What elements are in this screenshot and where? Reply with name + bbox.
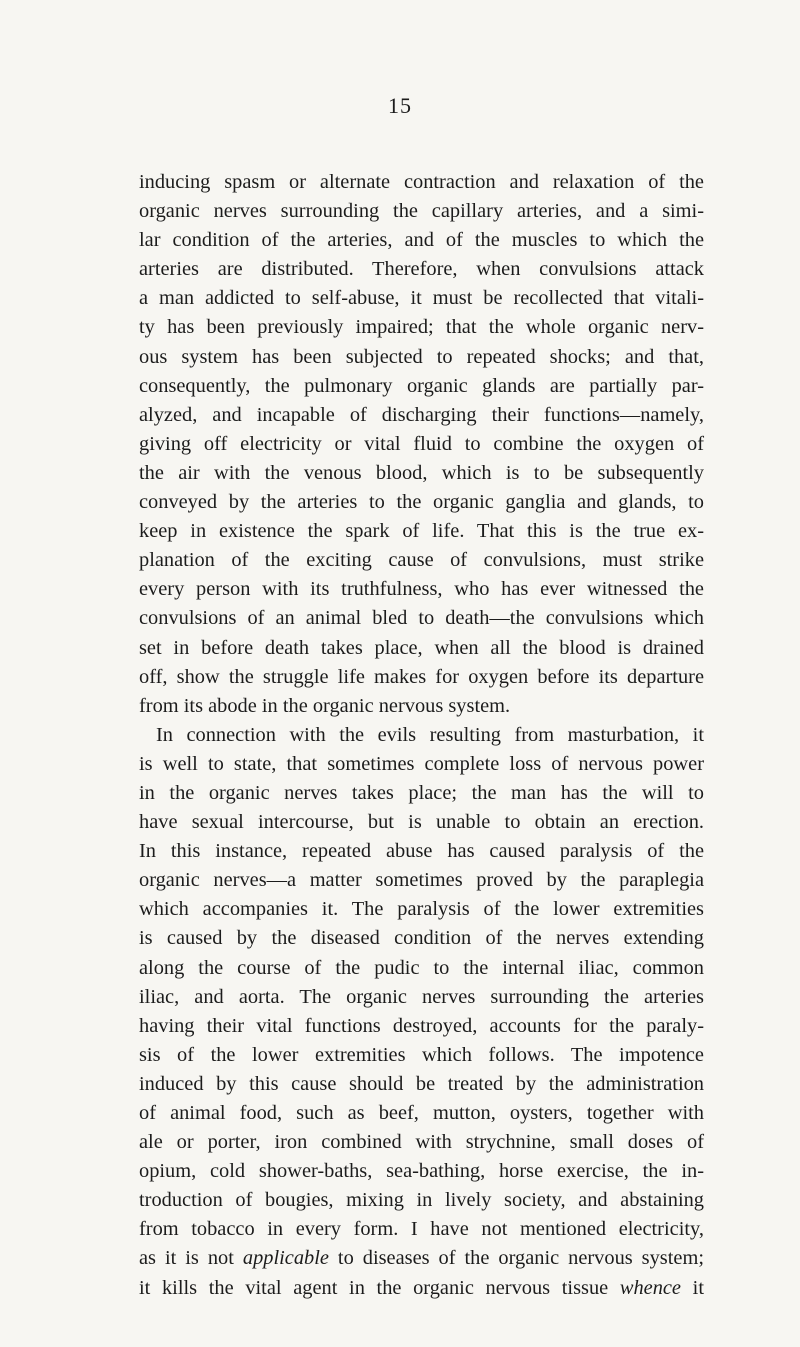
text-line: the air with the venous blood, which is to be subsequently xyxy=(139,461,704,484)
text-line xyxy=(139,1274,704,1303)
text-line: inducing spasm or alternate contraction and relaxation of the xyxy=(139,171,704,193)
italic-word: whence xyxy=(619,1276,681,1299)
text-line: organic nerves surrounding the capillary arteries, and a simi- xyxy=(139,200,704,223)
text-line: off, show the struggle life makes for oxygen before its departure xyxy=(139,665,704,688)
text-line: which accompanies it. The paralysis of the lower extremities xyxy=(139,898,704,921)
text-line: giving off electricity or vital fluid to combine the oxygen of xyxy=(139,432,704,455)
text-line: along the course of the pudic to the internal iliac, common xyxy=(139,956,704,979)
text-line: is caused by the diseased condition of the nerves extending xyxy=(139,927,704,950)
paragraph-start-line: In connection with the evils resulting from masturbation, it xyxy=(156,723,704,746)
text-line: in the organic nerves takes place; the man has the will to xyxy=(139,781,704,804)
text-line: planation of the exciting cause of convulsions, must strike xyxy=(139,549,704,572)
text-line: from its abode in the organic nervous system. xyxy=(139,694,511,717)
text-line: lar condition of the arteries, and of the muscles to which the xyxy=(139,229,704,252)
text-line: sis of the lower extremities which follows. The impotence xyxy=(139,1043,704,1066)
text-fragment: it kills the vital agent in the organic nervous tissue xyxy=(139,1276,620,1299)
italic-word: applicable xyxy=(242,1247,329,1270)
text-line: of animal food, such as beef, mutton, oysters, together with xyxy=(139,1102,704,1124)
text-line: have sexual intercourse, but is unable to obtain an erection. xyxy=(139,811,704,834)
text-line: ty has been previously impaired; that the whole organic nerv- xyxy=(139,316,704,339)
text-line: organic nerves—a matter sometimes proved by the paraplegia xyxy=(139,869,704,892)
body-text xyxy=(139,168,704,1303)
text-line: alyzed, and incapable of discharging their functions—namely, xyxy=(139,403,704,426)
text-line xyxy=(139,1244,704,1273)
text-line: conveyed by the arteries to the organic ganglia and glands, to xyxy=(139,491,704,514)
text-line: troduction of bougies, mixing in lively society, and abstaining xyxy=(139,1189,704,1212)
text-line: In this instance, repeated abuse has caused paralysis of the xyxy=(139,840,704,863)
text-line: iliac, and aorta. The organic nerves surrounding the arteries xyxy=(139,985,704,1008)
text-line: induced by this cause should be treated by the administration xyxy=(139,1072,704,1095)
text-line: ous system has been subjected to repeated shocks; and that, xyxy=(139,345,704,368)
text-line: a man addicted to self-abuse, it must be recollected that vitali- xyxy=(139,287,704,310)
text-line: from tobacco in every form. I have not mentioned electricity, xyxy=(139,1218,704,1241)
text-line: is well to state, that sometimes complete loss of nervous power xyxy=(139,752,704,775)
text-fragment: to diseases of the organic nervous system; xyxy=(328,1247,704,1270)
page-number: 15 xyxy=(388,93,412,118)
text-line: consequently, the pulmonary organic glands are partially par- xyxy=(139,374,704,397)
text-line: set in before death takes place, when all the blood is drained xyxy=(139,636,704,659)
text-fragment: as it is not xyxy=(139,1247,243,1270)
text-line: arteries are distributed. Therefore, when convulsions attack xyxy=(139,258,704,281)
text-line: having their vital functions destroyed, accounts for the paraly- xyxy=(139,1014,704,1037)
text-line: every person with its truthfulness, who has ever witnessed the xyxy=(139,578,704,601)
text-fragment: it xyxy=(681,1276,704,1299)
text-line: ale or porter, iron combined with strychnine, small doses of xyxy=(139,1131,704,1154)
text-line: keep in existence the spark of life. That this is the true ex- xyxy=(139,520,704,543)
text-line: convulsions of an animal bled to death—the convulsions which xyxy=(139,607,704,630)
text-line: opium, cold shower-baths, sea-bathing, horse exercise, the in- xyxy=(139,1160,704,1183)
